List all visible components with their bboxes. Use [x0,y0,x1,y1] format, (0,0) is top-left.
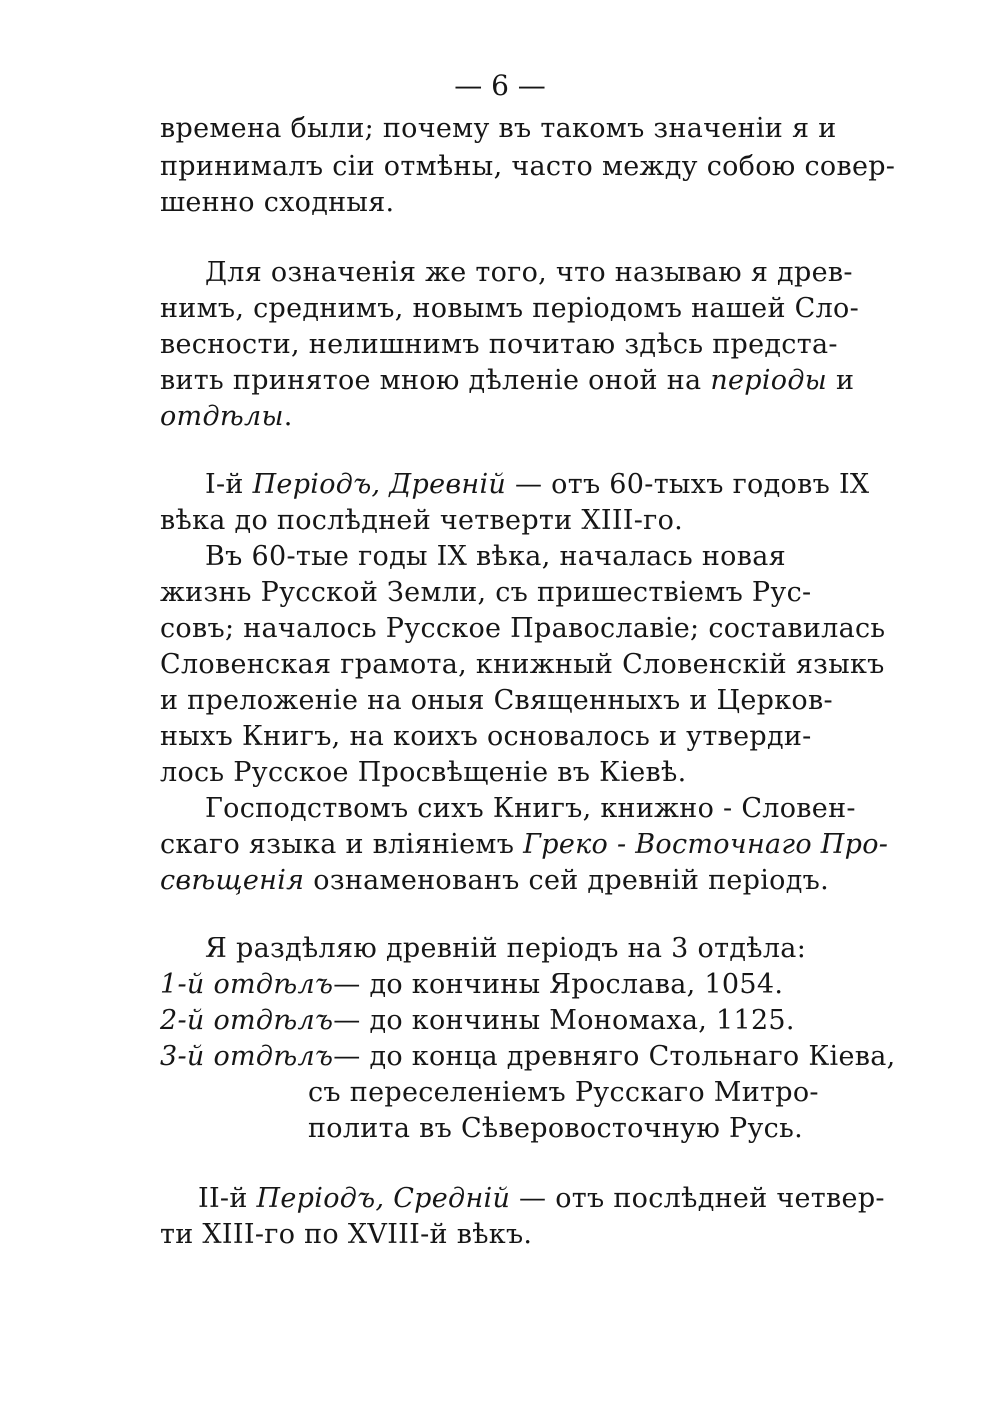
text-line: полита въ Сѣверовосточную Русь. [308,1113,803,1144]
text-line: шенно сходныя. [160,187,395,218]
italic-term: отдѣлы [160,401,284,432]
italic-term: періоды [710,365,828,396]
division-item: 3-й отдѣлъ— до конца древняго Стольнаго Кіева, [160,1041,896,1072]
text-line: Словенская грамота, книжный Словенскій языкъ [160,649,885,680]
text-line: Для означенія же того, что называю я древ- [205,257,853,288]
text-line: совъ; началось Русское Православіе; составилась [160,613,886,644]
italic-term: Періодъ, Древній [252,469,507,500]
text-line: жизнь Русской Земли, съ пришествіемъ Рус- [160,577,812,608]
text-line: нимъ, среднимъ, новымъ періодомъ нашей Сло- [160,293,860,324]
text-line: свѣщенія ознаменованъ сей древній періодъ. [160,865,830,896]
text-line: вить принятое мною дѣленіе оной на періоды и [160,365,855,396]
text-line: весности, нелишнимъ почитаю здѣсь предста- [160,329,838,360]
text-line: вѣка до послѣдней четверти ХІІІ-го. [160,505,684,536]
division-label: 3-й отдѣлъ [160,1041,334,1072]
text-line: времена были; почему въ такомъ значеніи я и [160,113,837,144]
text-line: Въ 60-тые годы ІХ вѣка, началась новая [205,541,786,572]
italic-term: Періодъ, Средній [256,1183,511,1214]
divisions-intro: Я раздѣляю древній періодъ на 3 отдѣла: [205,933,807,964]
period-heading: І-й Періодъ, Древній — отъ 60-тыхъ годовъ ІХ [205,469,870,500]
text-line: и преложеніе на оныя Священныхъ и Церков- [160,685,833,716]
text-line: лось Русское Просвѣщеніе въ Кіевѣ. [160,757,687,788]
text-line: съ переселеніемъ Русскаго Митро- [308,1077,819,1108]
period-heading: ІІ-й Періодъ, Средній — отъ послѣдней четвер- [198,1183,885,1214]
division-label: 2-й отдѣлъ [160,1005,334,1036]
division-label: 1-й отдѣлъ [160,969,334,1000]
division-item: 2-й отдѣлъ— до кончины Мономаха, 1125. [160,1005,795,1036]
italic-term: свѣщенія [160,865,305,896]
text-line: ти ХІІІ-го по ХVІІІ-й вѣкъ. [160,1219,533,1250]
text-line: отдѣлы. [160,401,293,432]
text-line: ныхъ Книгъ, на коихъ основалось и утверди- [160,721,812,752]
text-line: скаго языка и вліяніемъ Греко - Восточнаго Про- [160,829,889,860]
italic-term: Греко - Восточнаго Про- [523,829,889,860]
division-item: 1-й отдѣлъ— до кончины Ярослава, 1054. [160,969,784,1000]
text-line: Господствомъ сихъ Книгъ, книжно - Словен- [205,793,856,824]
text-line: принималъ сіи отмѣны, часто между собою совер- [160,151,896,182]
page-number: — 6 — [454,69,546,102]
